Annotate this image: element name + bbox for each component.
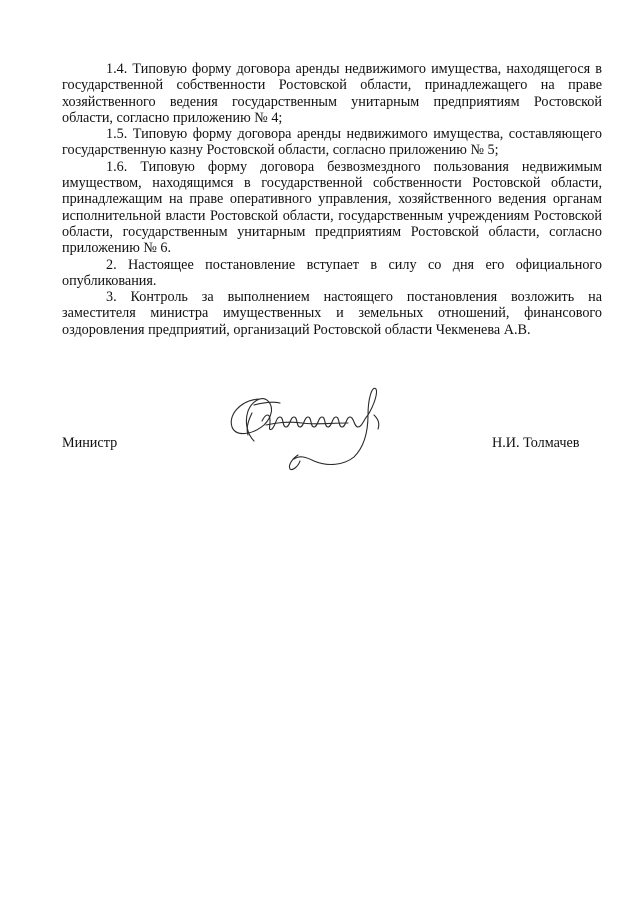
paragraph-1-4: 1.4. Типовую форму договора аренды недвижимого имущества, находящегося в государственной собственности Ростовской области, принадлежащего на праве хозяйственного ведения государственным унитарным предприятиям Ростовской области, согласно приложению № 4; [62,61,602,126]
paragraph-1-5: 1.5. Типовую форму договора аренды недвижимого имущества, составляющего государственную казну Ростовской области, согласно приложению № 5; [62,126,602,159]
paragraph-3: 3. Контроль за выполнением настоящего постановления возложить на заместителя министра имущественных и земельных отношений, финансового оздоровления предприятий, организаций Ростовской области Чекменева А.В. [62,289,602,338]
signature-block [0,385,640,495]
signatory-role: Министр [62,435,118,451]
handwritten-signature [218,385,418,475]
paragraph-1-6: 1.6. Типовую форму договора безвозмездного пользования недвижимым имуществом, находящимся в государственной собственности Ростовской области, принадлежащим на праве оперативного управления, хозяйственного ведения органам исполнительной власти Ростовской области, государственным учреждениям Ростовской области, государственным унитарным предприятиям Ростовской области, согласно приложению № 6. [62,158,602,257]
paragraph-2: 2. Настоящее постановление вступает в силу со дня его официального опубликования. [62,256,602,289]
document-body [62,61,602,338]
signatory-name: Н.И. Толмачев [492,435,580,451]
